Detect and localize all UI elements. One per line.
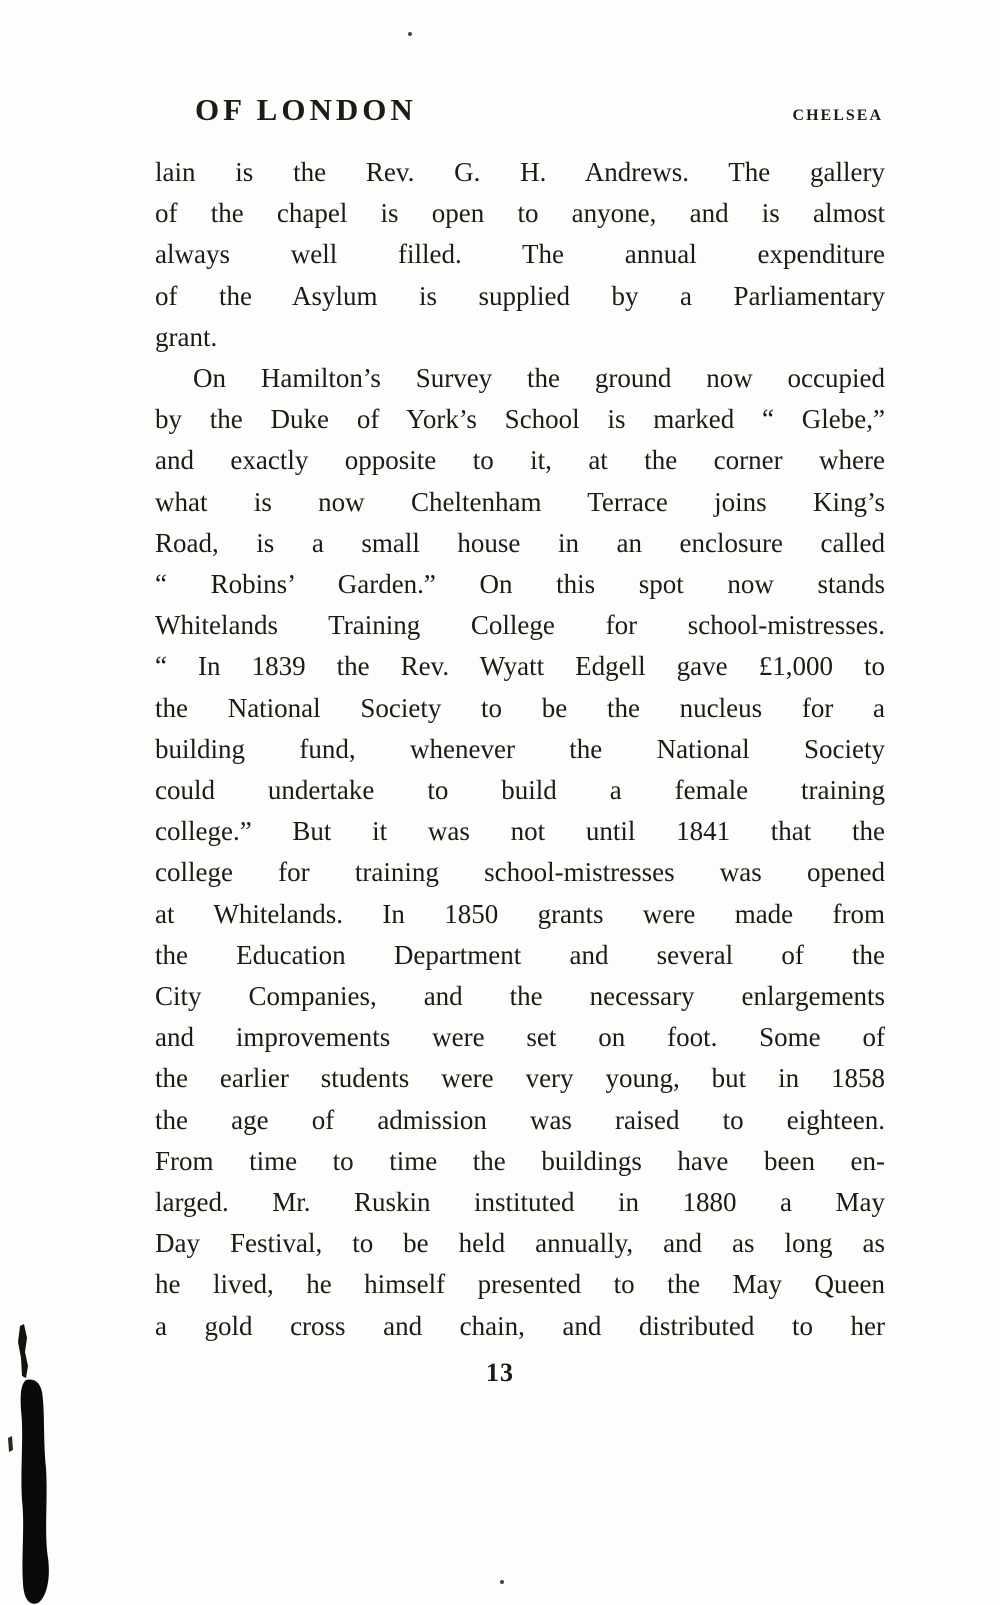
text-line: Day Festival, to be held annually, and as long as bbox=[155, 1228, 885, 1259]
text-line: the National Society to be the nucleus for a bbox=[155, 692, 885, 723]
text-line: “ Robins’ Garden.” On this spot now stands bbox=[155, 569, 885, 600]
text-line: lain is the Rev. G. H. Andrews. The gallery bbox=[155, 157, 885, 187]
text-line: and exactly opposite to it, at the corner where bbox=[155, 445, 885, 476]
text-line: larged. Mr. Ruskin instituted in 1880 a May bbox=[155, 1187, 885, 1218]
text-line: of the chapel is open to anyone, and is almost bbox=[155, 198, 885, 229]
text-line: he lived, he himself presented to the May Queen bbox=[155, 1269, 885, 1300]
text-line: Whitelands Training College for school-mistresses. bbox=[155, 610, 885, 641]
text-line: always well filled. The annual expenditure bbox=[155, 239, 885, 270]
text-line: the Education Department and several of the bbox=[155, 939, 885, 970]
text-line: grant. bbox=[155, 321, 218, 352]
page-title: OF LONDON bbox=[195, 92, 417, 127]
page-header bbox=[155, 92, 885, 128]
text-line: of the Asylum is supplied by a Parliamentary bbox=[155, 280, 885, 311]
text-line: college.” But it was not until 1841 that the bbox=[155, 816, 885, 847]
text-line: building fund, whenever the National Society bbox=[155, 733, 885, 764]
text-line: college for training school-mistresses was opened bbox=[155, 857, 885, 888]
text-line: by the Duke of York’s School is marked “ Glebe,” bbox=[155, 404, 885, 435]
text-line: City Companies, and the necessary enlargements bbox=[155, 981, 885, 1012]
text-line: and improvements were set on foot. Some of bbox=[155, 1022, 885, 1053]
running-head: CHELSEA bbox=[792, 107, 883, 124]
text-line: the earlier students were very young, but in 1858 bbox=[155, 1063, 885, 1094]
text-line: On Hamilton’s Survey the ground now occupied bbox=[193, 363, 885, 394]
page-number: 13 bbox=[486, 1358, 514, 1387]
scan-speck-top bbox=[408, 32, 412, 36]
text-line: “ In 1839 the Rev. Wyatt Edgell gave £1,000 to bbox=[155, 651, 885, 682]
text-line: From time to time the buildings have been en- bbox=[155, 1145, 885, 1176]
text-line: at Whitelands. In 1850 grants were made from bbox=[155, 898, 885, 929]
text-line: what is now Cheltenham Terrace joins King’s bbox=[155, 486, 885, 517]
text-line: Road, is a small house in an enclosure called bbox=[155, 527, 885, 558]
scan-speck-bottom bbox=[500, 1580, 504, 1584]
text-line: the age of admission was raised to eighteen. bbox=[155, 1104, 885, 1135]
text-line: could undertake to build a female training bbox=[155, 775, 885, 806]
text-block bbox=[155, 152, 885, 1347]
text-line: a gold cross and chain, and distributed to her bbox=[155, 1310, 885, 1341]
